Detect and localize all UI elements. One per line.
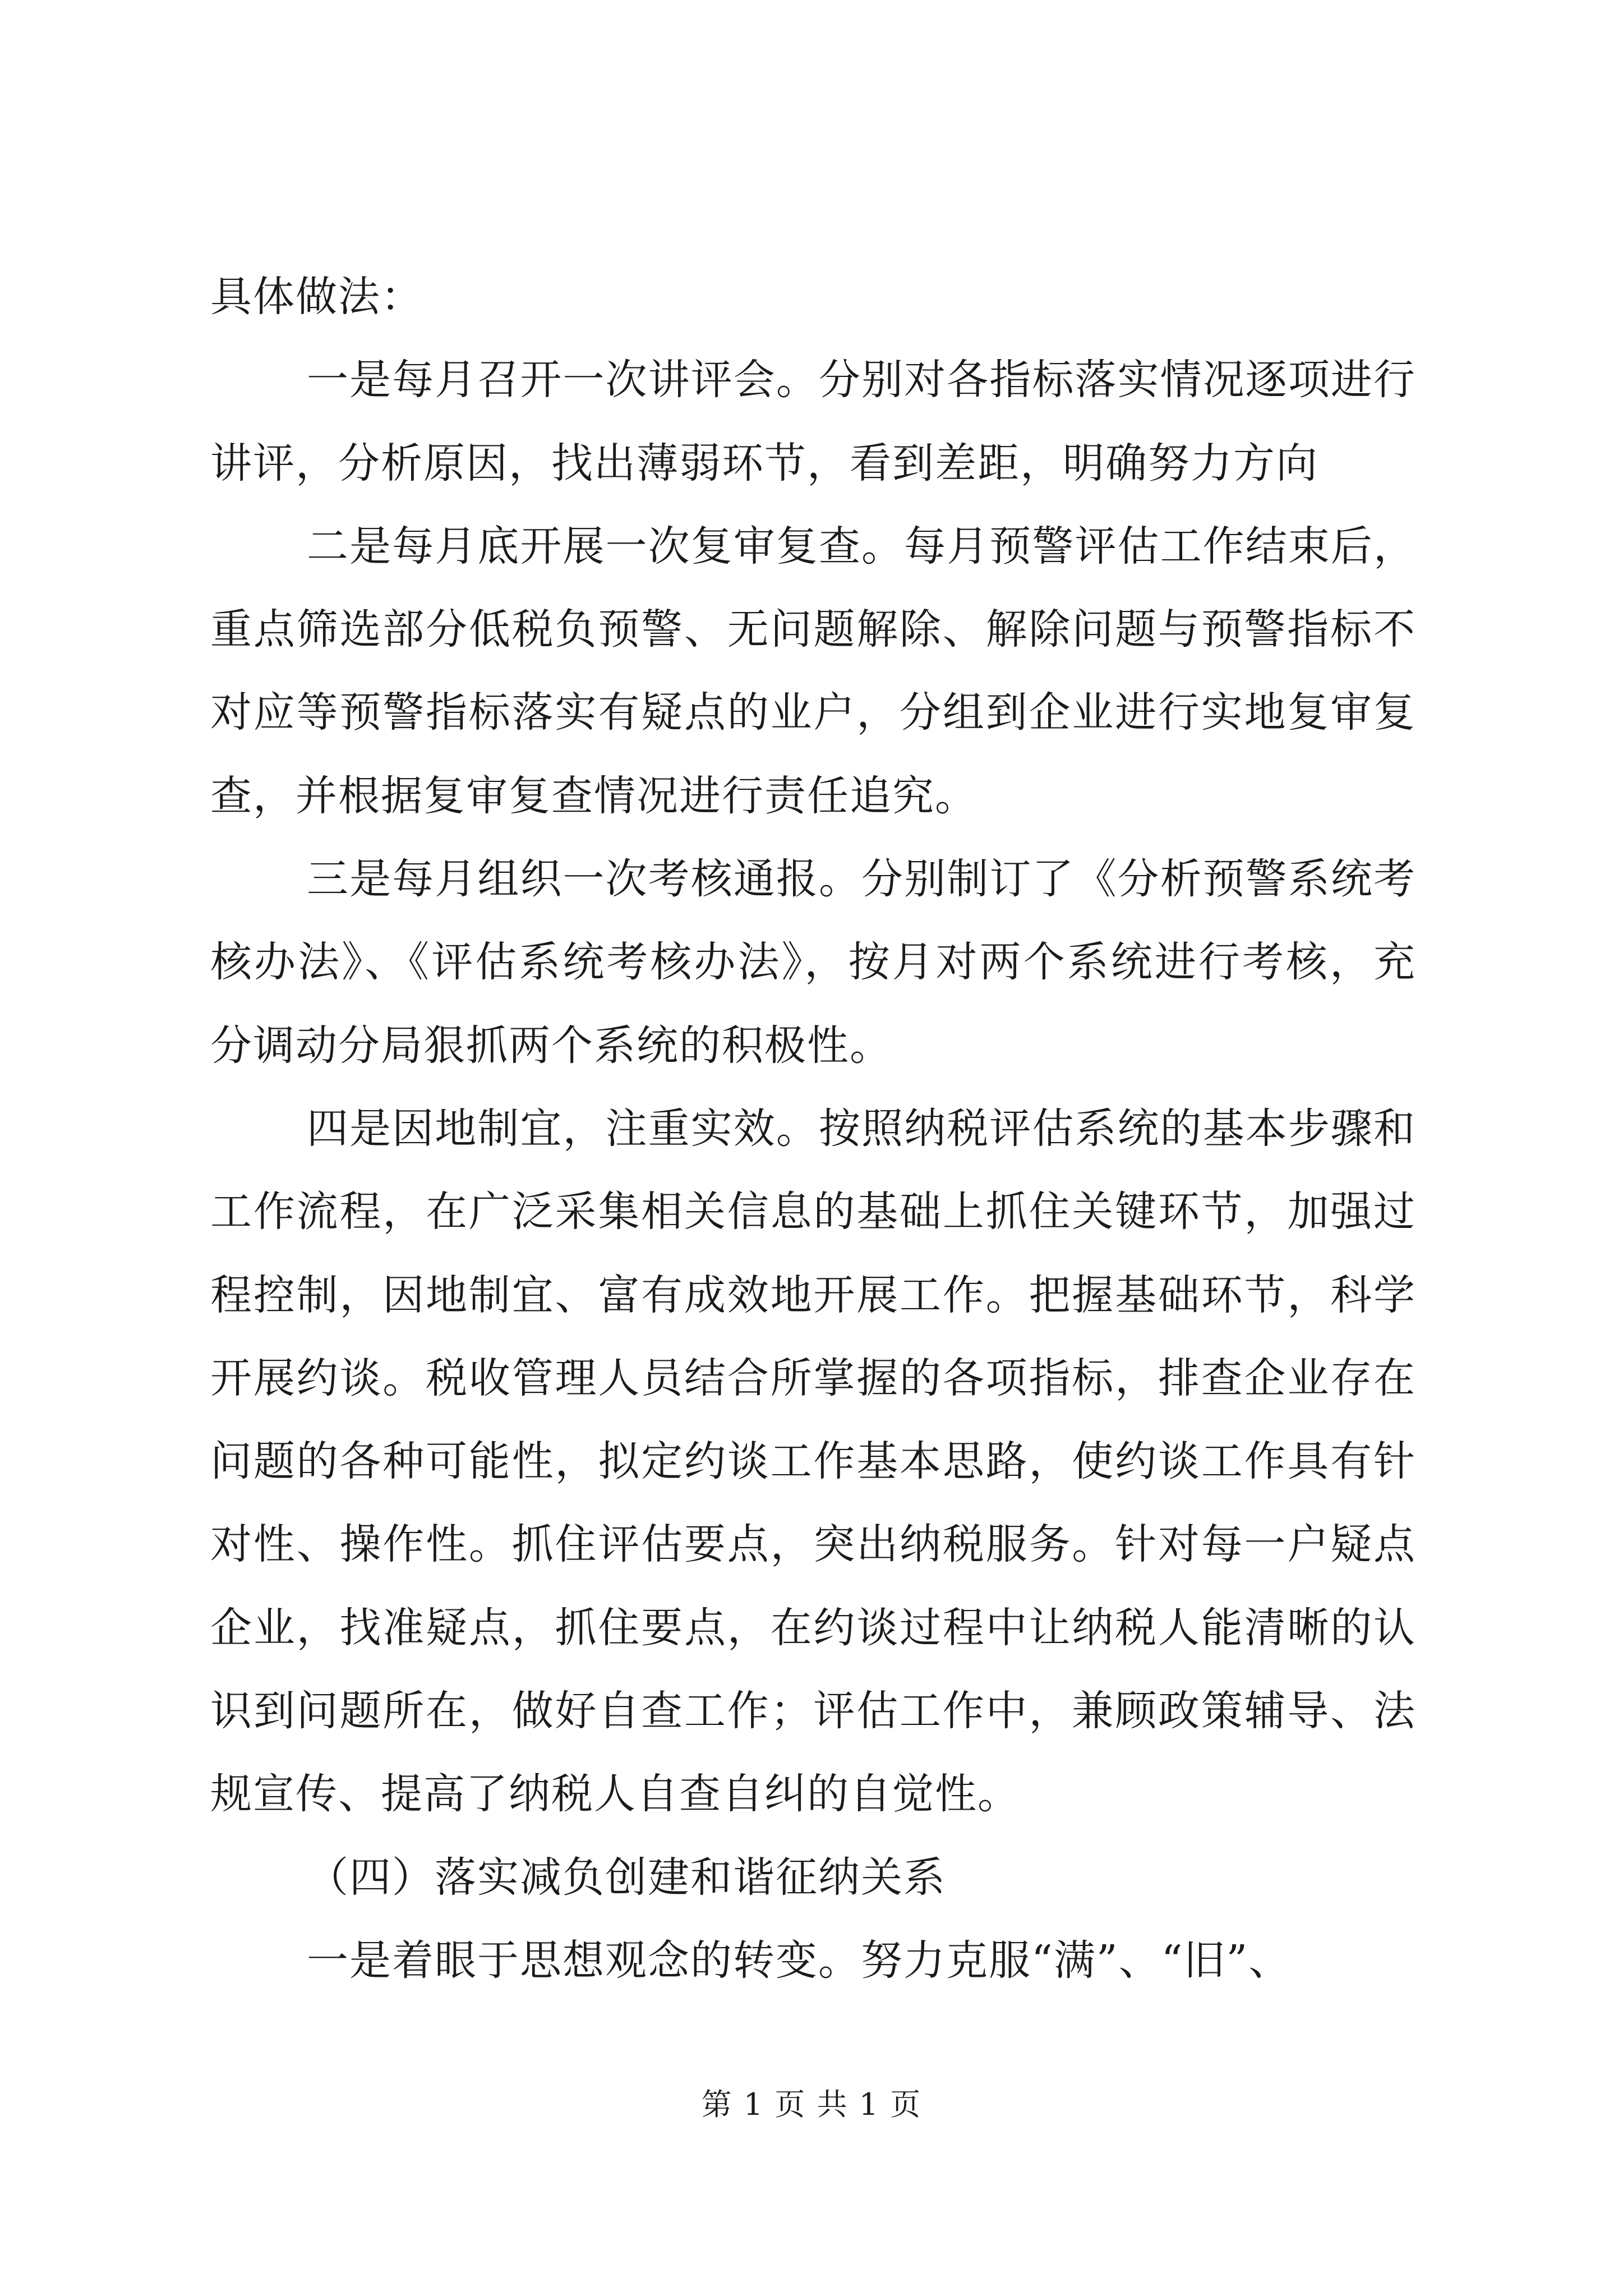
paragraph-item-4: 四是因地制宜，注重实效。按照纳税评估系统的基本步骤和工作流程，在广泛采集相关信息的基础上抓住关键环节，加强过程控制，因地制宜、富有成效地开展工作。把握基础环节，科学开展约谈。税收管理人员结合所掌握的各项指标，排查企业存在问题的各种可能性，拟定约谈工作基本思路，使约谈工作具有针对性、操作性。抓住评估要点，突出纳税服务。针对每一户疑点企业，找准疑点，抓住要点，在约谈过程中让纳税人能清晰的认识到问题所在，做好自查工作；评估工作中，兼顾政策辅导、法规宣传、提高了纳税人自查自纠的自觉性。 [210, 1104, 1416, 1819]
paragraph-item-5: 一是着眼于思想观念的转变。努力克服“满”、“旧”、 [307, 1936, 1292, 1985]
page-footer: 第 1 页 共 1 页 [701, 2087, 922, 2122]
paragraph-item-2: 二是每月底开展一次复审复查。每月预警评估工作结束后，重点筛选部分低税负预警、无问题解除、解除问题与预警指标不对应等预警指标落实有疑点的业户，分组到企业进行实地复审复查，并根据复审复查情况进行责任追究。 [210, 522, 1416, 820]
document-body [210, 255, 1416, 2002]
paragraph-item-3: 三是每月组织一次考核通报。分别制订了《分析预警系统考核办法》、《评估系统考核办法》，按月对两个系统进行考核，充分调动分局狠抓两个系统的积极性。 [210, 855, 1416, 1070]
paragraph-item-1: 一是每月召开一次讲评会。分别对各指标落实情况逐项进行讲评，分析原因，找出薄弱环节，看到差距，明确努力方向 [210, 356, 1416, 487]
section-heading: （四）落实减负创建和谐征纳关系 [307, 1853, 946, 1902]
paragraph-intro: 具体做法： [210, 273, 423, 321]
